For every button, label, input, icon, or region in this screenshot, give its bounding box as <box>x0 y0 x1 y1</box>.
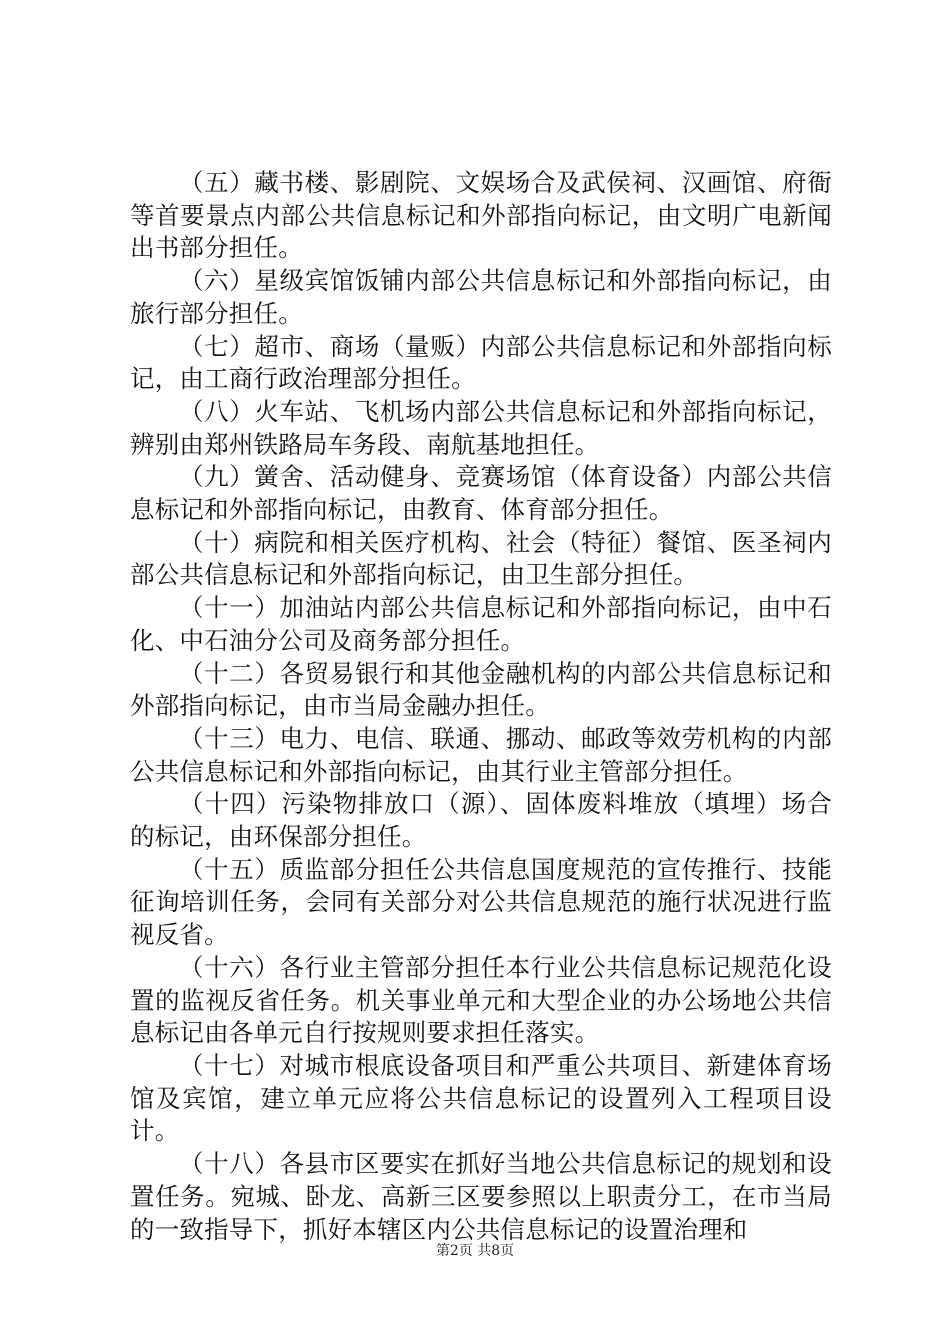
page-footer: 第2页 共8页 <box>435 1243 515 1259</box>
paragraph-10: （十）病院和相关医疗机构、社会（特征）餐馆、医圣祠内部公共信息标记和外部指向标记，由卫生部分担任。 <box>130 527 832 590</box>
paragraph-14: （十四）污染物排放口（源）、固体废料堆放（填埋）场合的标记，由环保部分担任。 <box>130 789 832 852</box>
paragraph-6: （六）星级宾馆饭铺内部公共信息标记和外部指向标记，由旅行部分担任。 <box>130 266 832 328</box>
paragraph-7: （七）超市、商场（量贩）内部公共信息标记和外部指向标记，由工商行政治理部分担任。 <box>130 331 832 394</box>
paragraph-11: （十一）加油站内部公共信息标记和外部指向标记，由中石化、中石油分公司及商务部分担任。 <box>130 593 832 655</box>
paragraph-16: （十六）各行业主管部分担任本行业公共信息标记规范化设置的监视反省任务。机关事业单元和大型企业的办公场地公共信息标记由各单元自行按规则要求担任落实。 <box>130 952 832 1048</box>
paragraph-18: （十八）各县市区要实在抓好当地公共信息标记的规划和设置任务。宛城、卧龙、高新三区要参照以上职责分工，在市当局的一致指导下，抓好本辖区内公共信息标记的设置治理和 <box>130 1149 832 1244</box>
paragraph-5: （五）藏书楼、影剧院、文娱场合及武侯祠、汉画馆、府衙等首要景点内部公共信息标记和外部指向标记，由文明广电新闻出书部分担任。 <box>130 168 832 263</box>
paragraph-8: （八）火车站、飞机场内部公共信息标记和外部指向标记，辨别由郑州铁路局车务段、南航基地担任。 <box>130 396 832 459</box>
paragraph-13: （十三）电力、电信、联通、挪动、邮政等效劳机构的内部公共信息标记和外部指向标记，由其行业主管部分担任。 <box>130 723 832 786</box>
paragraph-12: （十二）各贸易银行和其他金融机构的内部公共信息标记和外部指向标记，由市当局金融办担任。 <box>130 658 832 721</box>
document-body <box>130 167 832 1246</box>
paragraph-17: （十七）对城市根底设备项目和严重公共项目、新建体育场馆及宾馆，建立单元应将公共信息标记的设置列入工程项目设计。 <box>130 1050 832 1146</box>
paragraph-9: （九）黉舍、活动健身、竞赛场馆（体育设备）内部公共信息标记和外部指向标记，由教育、体育部分担任。 <box>130 462 832 525</box>
paragraph-15: （十五）质监部分担任公共信息国度规范的宣传推行、技能征询培训任务，会同有关部分对公共信息规范的施行状况进行监视反省。 <box>130 854 832 950</box>
